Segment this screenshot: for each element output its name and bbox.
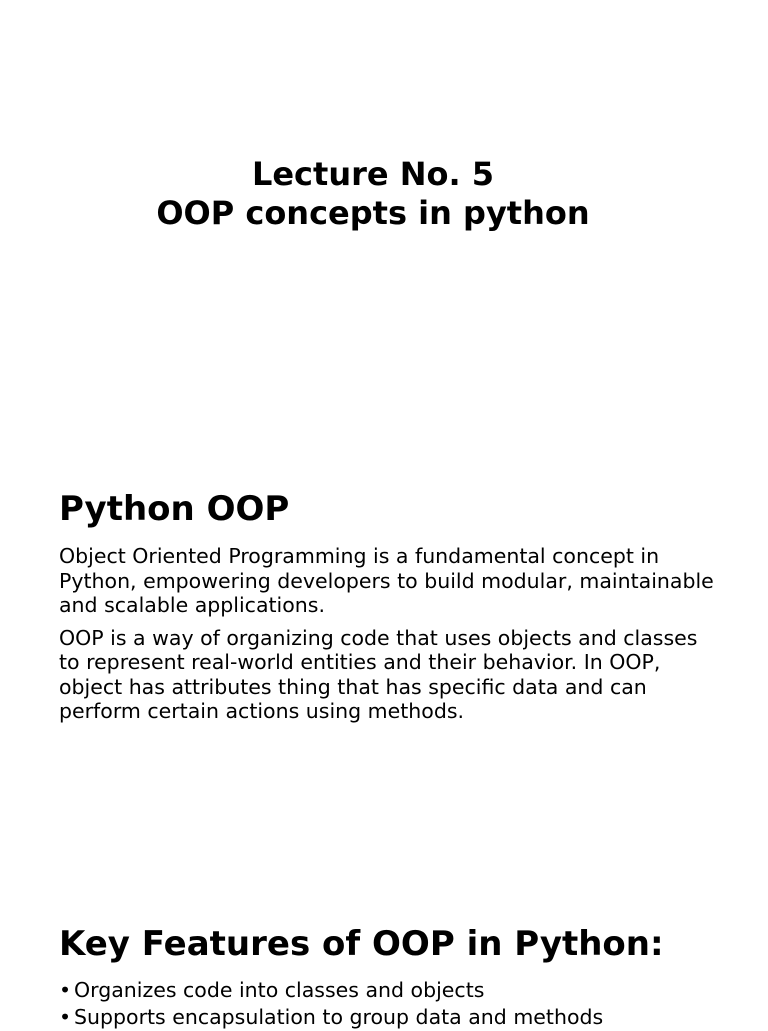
- lecture-number: Lecture No. 5: [251, 155, 495, 193]
- list-item-text: Supports encapsulation to group data and methods: [74, 1005, 604, 1029]
- oop-intro-paragraph: Object Oriented Programming is a fundamental concept in Python, empowering developers to build modular, maintainable and scalable applications.: [59, 544, 714, 617]
- bullet-icon: •: [59, 1005, 72, 1029]
- list-item-text: Organizes code into classes and objects: [74, 978, 485, 1002]
- list-item: [59, 977, 719, 1004]
- key-features-heading: Key Features of OOP in Python:: [59, 924, 664, 964]
- list-item: [59, 1004, 719, 1031]
- lecture-title: [0, 155, 746, 233]
- key-features-list: [59, 977, 719, 1031]
- python-oop-section: [59, 489, 719, 724]
- bullet-icon: •: [59, 978, 72, 1002]
- oop-definition-paragraph: OOP is a way of organizing code that uses objects and classes to represent real-world entities and their behavior. In OOP, object has attributes thing that has specific data and can perform certain actions using methods.: [59, 625, 698, 723]
- python-oop-heading: Python OOP: [59, 489, 290, 529]
- key-features-section: [59, 924, 719, 1031]
- lecture-topic: OOP concepts in python: [156, 194, 590, 232]
